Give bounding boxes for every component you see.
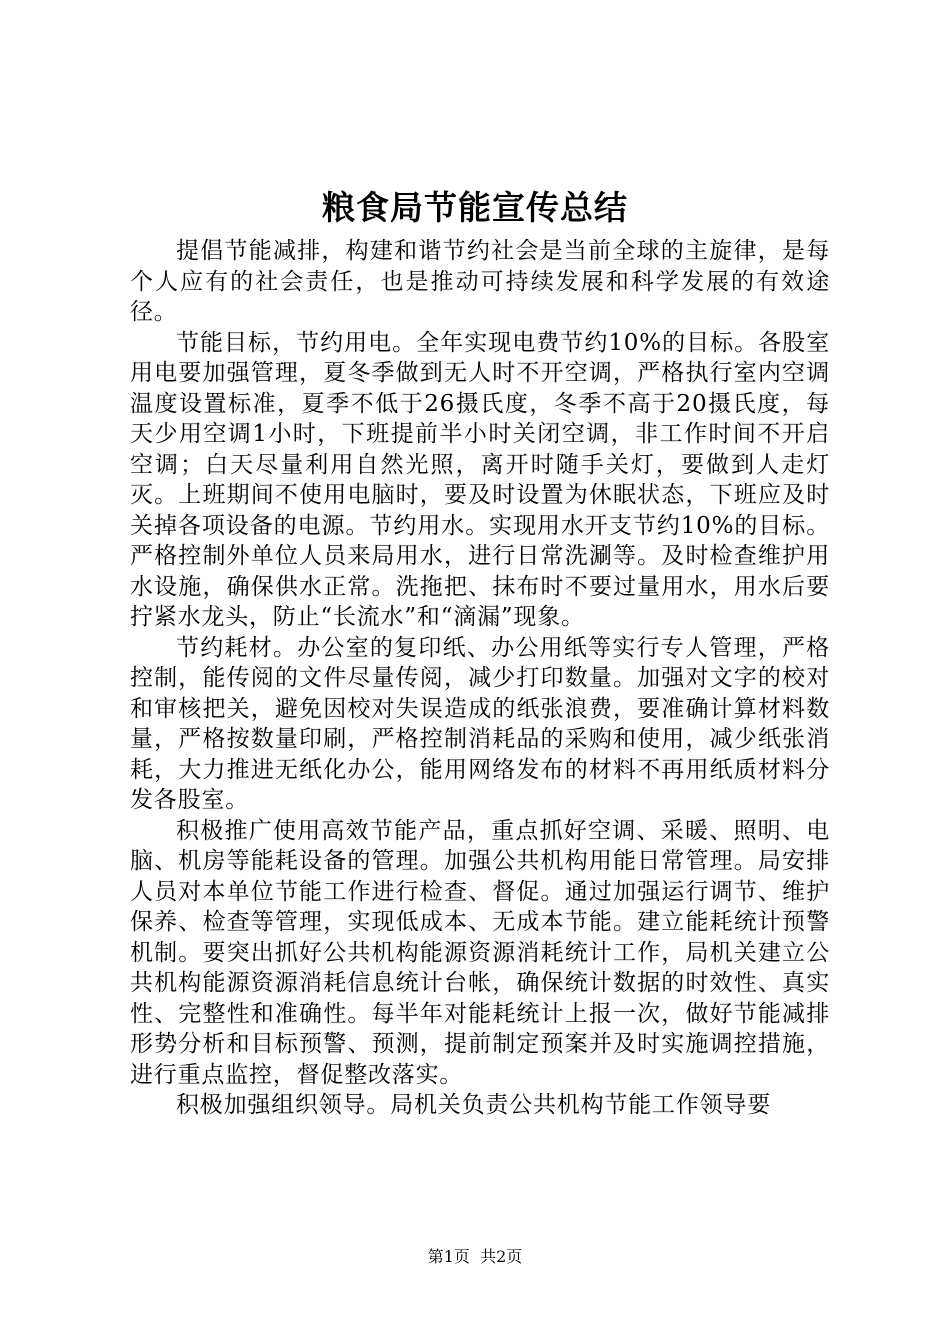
paragraph-efficient-products: 积极推广使用高效节能产品，重点抓好空调、采暖、照明、电脑、机房等能耗设备的管理。加强公共机构用能日常管理。局安排人员对本单位节能工作进行检查、督促。通过加强运行调节、维护保养、检查等管理，实现低成本、无成本节能。建立能耗统计预警机制。要突出抓好公共机构能源资源消耗统计工作，局机关建立公共机构能源资源消耗信息统计台帐，确保统计数据的时效性、真实性、完整性和准确性。每半年对能耗统计上报一次，做好节能减排形势分析和目标预警、预测，提前制定预案并及时实施调控措施，进行重点监控，督促整改落实。 xyxy=(130,817,830,1088)
paragraph-consumables: 节约耗材。办公室的复印纸、办公用纸等实行专人管理，严格控制，能传阅的文件尽量传阅，减少打印数量。加强对文字的校对和审核把关，避免因校对失误造成的纸张浪费，要准确计算材料数量，严格按数量印刷，严格控制消耗品的采购和使用，减少纸张消耗，大力推进无纸化办公，能用网络发布的材料不再用纸质材料分发各股室。 xyxy=(130,634,830,813)
paragraph-intro: 提倡节能减排，构建和谐节约社会是当前全球的主旋律，是每个人应有的社会责任，也是推动可持续发展和科学发展的有效途径。 xyxy=(130,238,830,325)
paragraph-energy-targets: 节能目标，节约用电。全年实现电费节约10%的目标。各股室用电要加强管理，夏冬季做到无人时不开空调，严格执行室内空调温度设置标准，夏季不低于26摄氏度，冬季不高于20摄氏度，每天少用空调1小时，下班提前半小时关闭空调，非工作时间不开启空调；白天尽量利用自然光照，离开时随手关灯，要做到人走灯灭。上班期间不使用电脑时，要及时设置为休眠状态，下班应及时关掉各项设备的电源。节约用水。实现用水开支节约10%的目标。严格控制外单位人员来局用水，进行日常洗涮等。及时检查维护用水设施，确保供水正常。洗拖把、抹布时不要过量用水，用水后要拧紧水龙头，防止“长流水”和“滴漏”现象。 xyxy=(130,329,830,630)
document-body xyxy=(130,236,830,1121)
page-footer: 第1页 共2页 xyxy=(427,1247,523,1266)
paragraph-leadership: 积极加强组织领导。局机关负责公共机构节能工作领导要 xyxy=(176,1092,771,1118)
document-title: 粮食局节能宣传总结 xyxy=(322,188,628,227)
